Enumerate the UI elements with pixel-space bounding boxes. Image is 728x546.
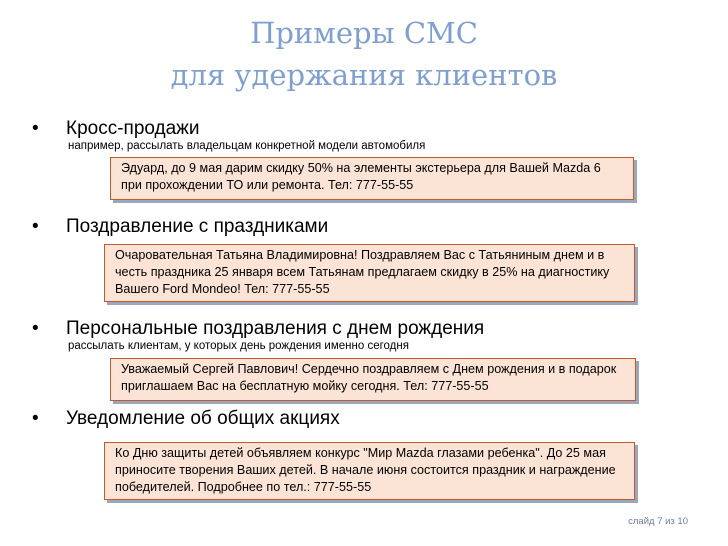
sms-example-card: Очаровательная Татьяна Владимировна! Поздравляем Вас с Татьяниным днем и в честь праздника 25 января всем Татьянам предлагаем скидку в 25% на диагностику Вашего Ford Mondeo! Тел: 777-55-55 (104, 244, 635, 302)
section-heading-promotions (32, 408, 340, 430)
sms-example-card: Эдуард, до 9 мая дарим скидку 50% на элементы экстерьера для Вашей Mazda 6 при прохождении ТО или ремонта. Тел: 777-55-55 (110, 157, 634, 200)
section-heading-text: Поздравление с праздниками (66, 216, 329, 237)
section-heading-cross-sales (32, 118, 200, 140)
section-subtitle: рассылать клиентам, у которых день рождения именно сегодня (68, 340, 409, 352)
bullet-icon: • (32, 318, 39, 339)
bullet-icon: • (32, 216, 39, 237)
bullet-icon: • (32, 118, 39, 139)
section-heading-holidays (32, 216, 328, 238)
slide-counter: слайд 7 из 10 (628, 516, 688, 527)
section-heading-text: Уведомление об общих акциях (66, 408, 340, 429)
slide-title-line-2: для удержания клиентов (170, 58, 558, 92)
section-heading-birthday (32, 318, 484, 340)
bullet-icon: • (32, 408, 39, 429)
sms-example-card: Уважаемый Сергей Павлович! Сердечно поздравляем с Днем рождения и в подарок приглашаем Вас на бесплатную мойку сегодня. Тел: 777-55-55 (110, 358, 636, 401)
section-heading-text: Кросс-продажи (66, 118, 200, 139)
section-heading-text: Персональные поздравления с днем рождения (66, 318, 485, 339)
slide-title-line-1: Примеры СМС (250, 16, 478, 50)
section-subtitle: например, рассылать владельцам конкретной модели автомобиля (68, 140, 426, 152)
sms-example-card: Ко Дню защиты детей объявляем конкурс "Мир Mazda глазами ребенка". До 25 мая приносите творения Ваших детей. В начале июня состоится праздник и награждение победителей. Подробнее по тел.: 777-55-55 (104, 442, 635, 500)
